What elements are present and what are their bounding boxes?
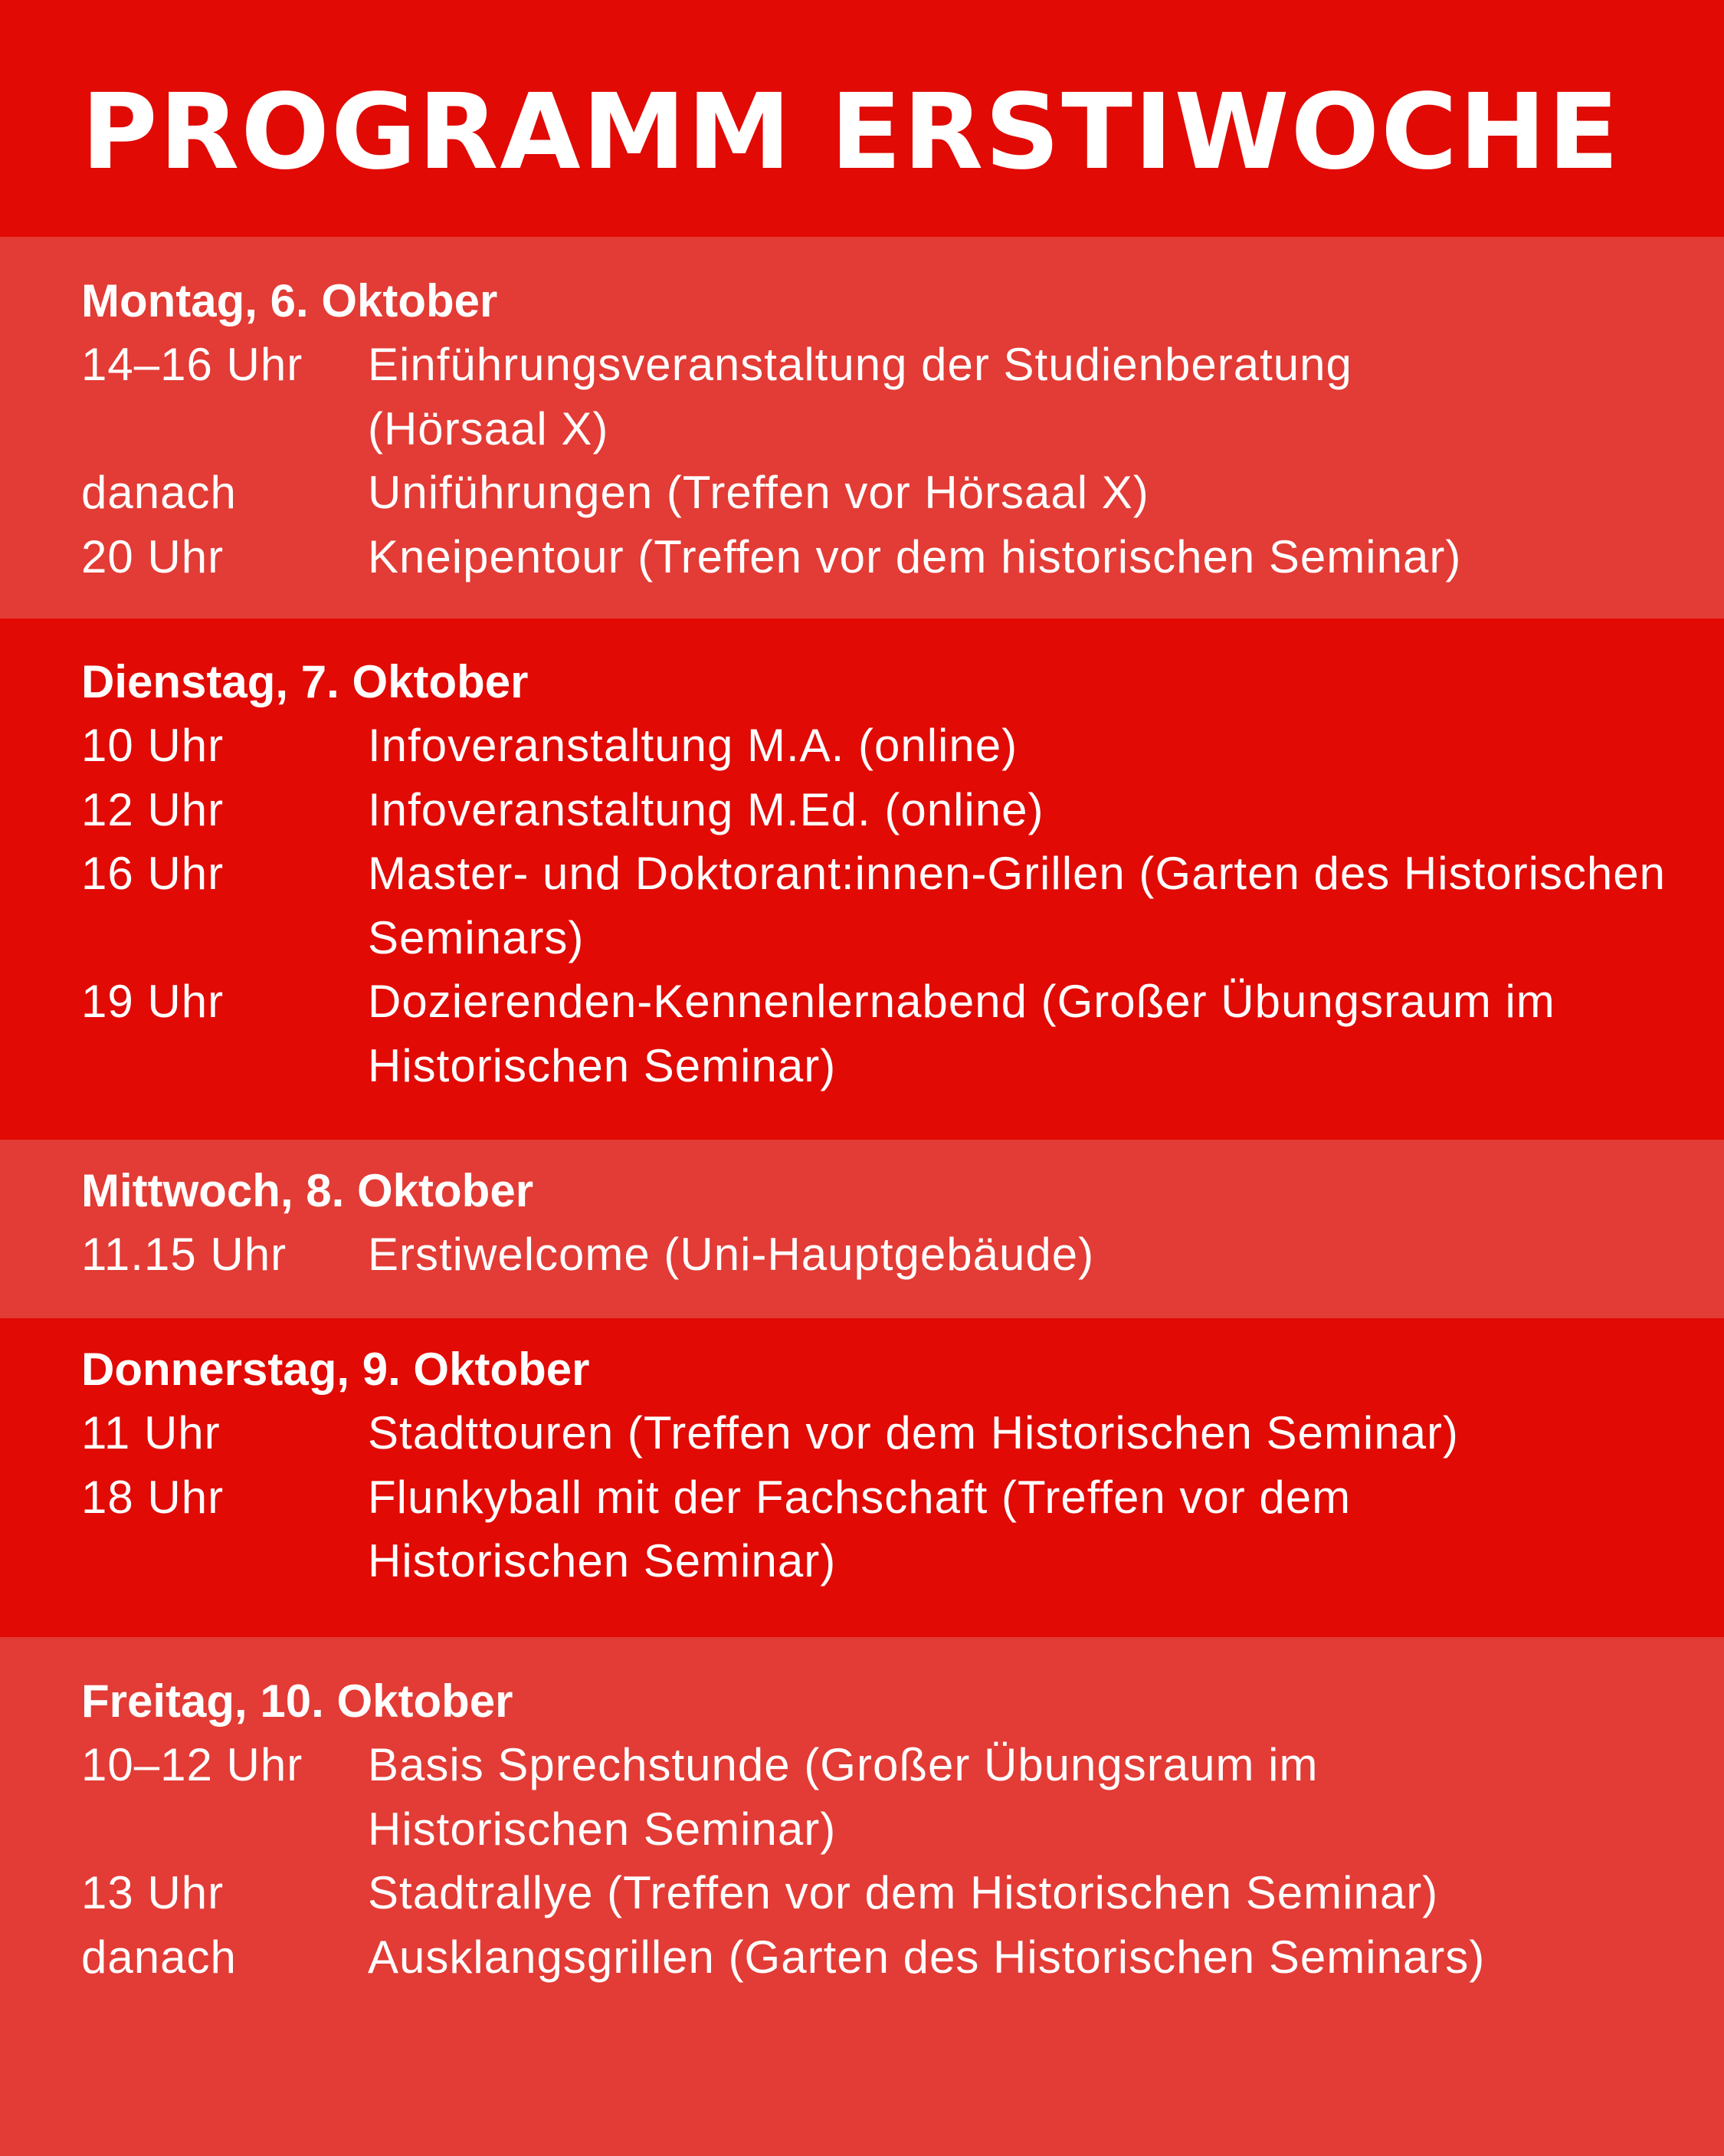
schedule-entry [81, 1733, 1690, 1861]
schedule-entry [81, 842, 1690, 970]
entry-time: 19 Uhr [81, 976, 225, 1027]
schedule-list [81, 1733, 1690, 1989]
schedule-entry [81, 970, 1690, 1098]
schedule-entry [81, 1401, 1690, 1465]
day-section-thursday [0, 1318, 1724, 1637]
schedule-list [81, 1401, 1690, 1593]
entry-description: Stadtrallye (Treffen vor dem Historischen Seminar) [368, 1867, 1439, 1918]
page-title: PROGRAMM ERSTIWOCHE [81, 72, 1621, 193]
schedule-list [81, 1222, 1690, 1287]
schedule-entry [81, 778, 1690, 842]
schedule-entry [81, 461, 1690, 525]
day-heading: Mittwoch, 8. Oktober [81, 1165, 534, 1216]
entry-time: 18 Uhr [81, 1471, 225, 1523]
day-section-tuesday [0, 619, 1724, 1140]
entry-time: 12 Uhr [81, 783, 225, 835]
entry-time: danach [81, 1931, 237, 1983]
schedule-list [81, 333, 1690, 589]
entry-description: Einführungsveranstaltung der Studienberatung (Hörsaal X) [368, 339, 1352, 454]
entry-description: Ausklangsgrillen (Garten des Historischen Seminars) [368, 1931, 1486, 1983]
entry-time: 10 Uhr [81, 720, 225, 771]
entry-time: 13 Uhr [81, 1867, 225, 1918]
day-section-friday [0, 1637, 1724, 2156]
entry-description: Infoveranstaltung M.Ed. (online) [368, 783, 1044, 835]
schedule-entry [81, 333, 1690, 461]
entry-description: Stadttouren (Treffen vor dem Historischen Seminar) [368, 1407, 1459, 1459]
day-section-monday [0, 237, 1724, 619]
entry-time: danach [81, 467, 237, 518]
entry-description: Kneipentour (Treffen vor dem historischen Seminar) [368, 530, 1462, 582]
schedule-entry [81, 1222, 1690, 1287]
title-banner [0, 0, 1724, 237]
schedule-entry [81, 1925, 1690, 1990]
entry-time: 16 Uhr [81, 848, 225, 899]
day-heading: Donnerstag, 9. Oktober [81, 1344, 590, 1395]
schedule-entry [81, 1861, 1690, 1925]
day-heading: Dienstag, 7. Oktober [81, 656, 529, 707]
schedule-list [81, 714, 1690, 1098]
entry-description: Master- und Doktorant:innen-Grillen (Garten des Historischen Seminars) [368, 848, 1667, 963]
day-heading: Montag, 6. Oktober [81, 275, 498, 327]
entry-description: Uniführungen (Treffen vor Hörsaal X) [368, 467, 1149, 518]
schedule-entry [81, 714, 1690, 778]
entry-time: 10–12 Uhr [81, 1739, 303, 1790]
schedule-entry [81, 525, 1690, 589]
entry-description: Infoveranstaltung M.A. (online) [368, 720, 1018, 771]
entry-description: Basis Sprechstunde (Großer Übungsraum im Historischen Seminar) [368, 1739, 1319, 1855]
entry-description: Erstiwelcome (Uni-Hauptgebäude) [368, 1229, 1095, 1280]
entry-time: 14–16 Uhr [81, 339, 303, 390]
schedule-entry [81, 1465, 1690, 1593]
entry-time: 11.15 Uhr [81, 1229, 287, 1280]
day-section-wednesday [0, 1140, 1724, 1318]
entry-description: Dozierenden-Kennenlernabend (Großer Übungsraum im Historischen Seminar) [368, 976, 1555, 1091]
entry-time: 20 Uhr [81, 530, 225, 582]
entry-time: 11 Uhr [81, 1407, 221, 1459]
entry-description: Flunkyball mit der Fachschaft (Treffen vor dem Historischen Seminar) [368, 1471, 1352, 1587]
day-heading: Freitag, 10. Oktober [81, 1675, 513, 1727]
